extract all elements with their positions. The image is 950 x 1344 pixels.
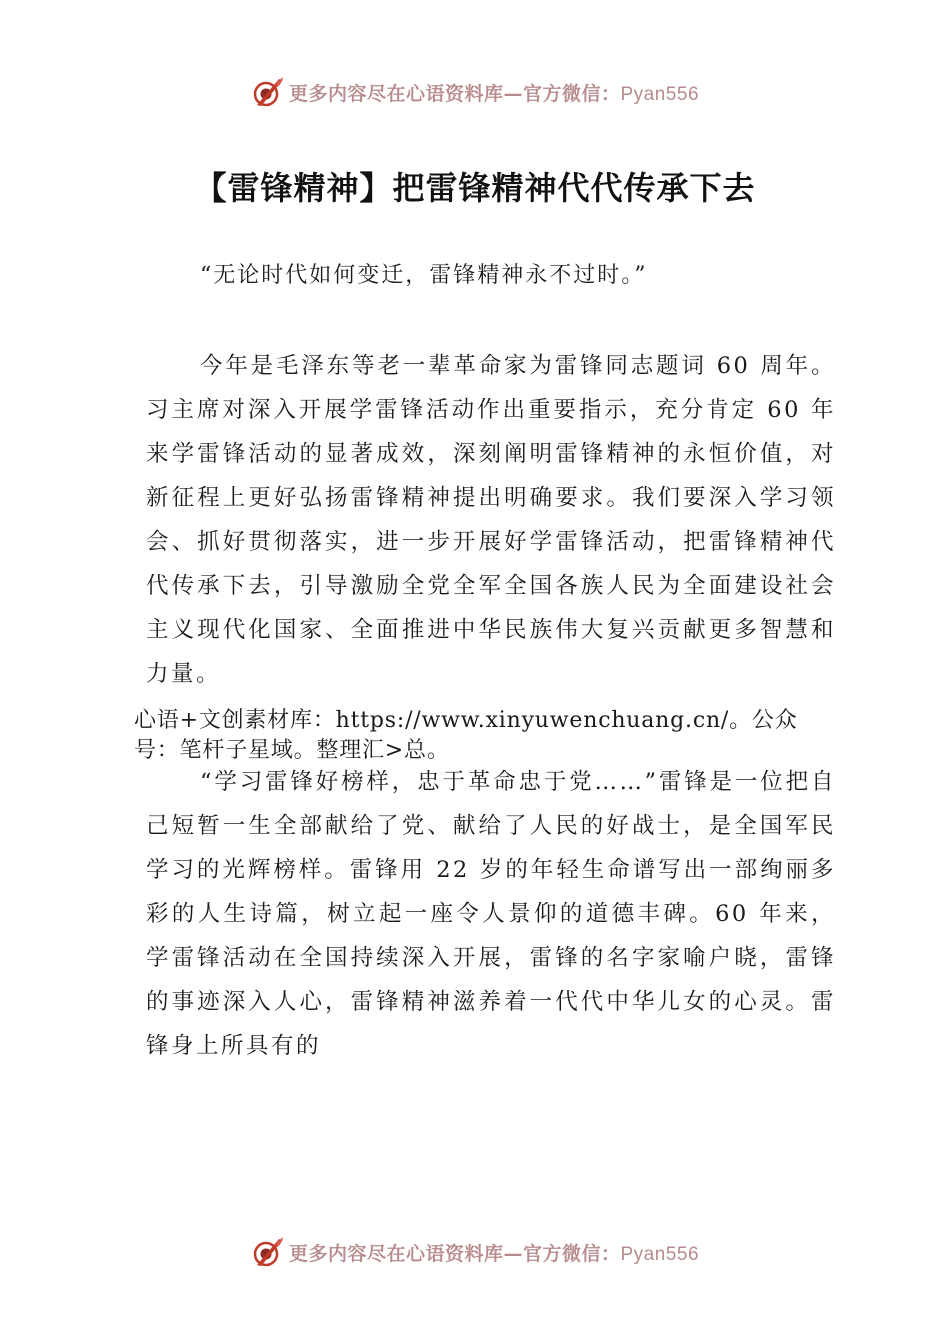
source-note: 心语+文创素材库：https://www.xinyuwenchuang.cn/。公众号：笔杆子星域。整理汇>总。 <box>134 708 798 763</box>
quill-pen-logo-icon <box>251 1235 285 1269</box>
header-wechat-id: Pyan556 <box>620 83 700 105</box>
quill-pen-logo-icon <box>251 75 285 109</box>
footer-banner-inner <box>251 1235 699 1269</box>
opening-quote: “无论时代如何变迁，雷锋精神永不过时。” <box>200 263 648 288</box>
footer-banner-text: 更多内容尽在心语资料库—官方微信：Pyan556 <box>288 1242 700 1265</box>
header-banner-text: 更多内容尽在心语资料库—官方微信：Pyan556 <box>288 82 700 105</box>
footer-wechat-id: Pyan556 <box>620 1243 700 1265</box>
document-title: 【雷锋精神】把雷锋精神代代传承下去 <box>194 169 756 207</box>
header-banner <box>0 72 950 112</box>
paragraph-1: 今年是毛泽东等老一辈革命家为雷锋同志题词 60 周年。习主席对深入开展学雷锋活动作出重要指示，充分肯定 60 年来学雷锋活动的显著成效，深刻阐明雷锋精神的永恒价值，对新征程上更好弘扬雷锋精神提出明确要求。我们要深入学习领会、抓好贯彻落实，进一步开展好学雷锋活动，把雷锋精神代代传承下去，引导激励全党全军全国各族人民为全面建设社会主义现代化国家、全面推进中华民族伟大复兴贡献更多智慧和力量。 <box>146 353 836 687</box>
footer-banner <box>0 1232 950 1272</box>
header-banner-inner <box>251 75 699 109</box>
paragraph-2: “学习雷锋好榜样，忠于革命忠于党……”雷锋是一位把自己短暂一生全部献给了党、献给了人民的好战士，是全国军民学习的光辉榜样。雷锋用 22 岁的年轻生命谱写出一部绚丽多彩的人生诗篇，树立起一座令人景仰的道德丰碑。60 年来，学雷锋活动在全国持续深入开展，雷锋的名字家喻户晓，雷锋的事迹深入人心，雷锋精神滋养着一代代中华儿女的心灵。雷锋身上所具有的 <box>146 769 836 1059</box>
